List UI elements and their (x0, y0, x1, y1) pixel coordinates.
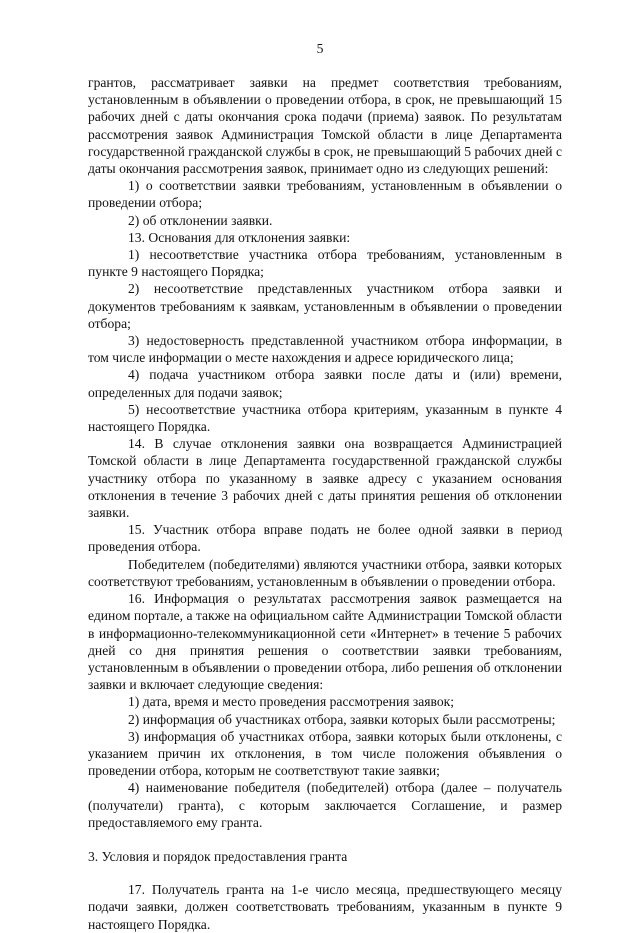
paragraph: 14. В случае отклонения заявки она возвращается Администрацией Томской области в лице Департамента государственной гражданской службы участнику отбора по указанному в заявке адресу с указанием основания отклонения в течение 3 рабочих дней с даты принятия решения об отклонении заявки. (88, 436, 562, 521)
paragraph: 5) несоответствие участника отбора критериям, указанным в пункте 4 настоящего Порядка. (88, 401, 562, 435)
paragraph: 1) дата, время и место проведения рассмотрения заявок; (128, 694, 455, 710)
paragraph: 16. Информация о результатах рассмотрения заявок размещается на едином портале, а также на официальном сайте Администрации Томской области в информационно-телекоммуникационной сети «Интернет» в течение 5 рабочих дней со дня принятия решения о соответствии заявки требованиям, установленным в объявлении о проведении отбора, либо решения об отклонении заявки и включает следующие сведения: (88, 591, 562, 693)
paragraph: Победителем (победителями) являются участники отбора, заявки которых соответствуют требованиям, установленным в объявлении о проведении отбора. (88, 556, 562, 589)
paragraph: 13. Основания для отклонения заявки: (128, 229, 351, 245)
paragraph: 4) наименование победителя (победителей) отбора (далее – получатель (получатели) гранта), с которым заключается Соглашение, и размер предоставляемого ему гранта. (88, 780, 562, 830)
page-number: 5 (316, 41, 324, 56)
paragraph: 2) об отклонении заявки. (128, 212, 273, 228)
paragraph: 4) подача участником отбора заявки после даты и (или) времени, определенных для подачи заявок; (88, 367, 562, 400)
section-2-text (88, 74, 562, 831)
paragraph: 1) несоответствие участника отбора требованиям, установленным в пункте 9 настоящего Порядка; (88, 247, 562, 280)
paragraph: 15. Участник отбора вправе подать не более одной заявки в период проведения отбора. (88, 522, 562, 555)
document-body (88, 74, 562, 933)
paragraph: 2) информация об участниках отбора, заявки которых были рассмотрены; (128, 711, 556, 727)
paragraph: 2) несоответствие представленных участником отбора заявки и документов требованиям к заявкам, установленным в объявлении о проведении отбора; (88, 281, 562, 331)
paragraph: 1) о соответствии заявки требованиям, установленным в объявлении о проведении отбора; (88, 178, 562, 211)
paragraph: 17. Получатель гранта на 1-е число месяца, предшествующего месяцу подачи заявки, должен соответствовать требованиям, указанным в пункте 9 настоящего Порядка. (88, 882, 562, 932)
paragraph: 3) недостоверность представленной участником отбора информации, в том числе информации о месте нахождения и адресе юридического лица; (88, 333, 562, 366)
section-heading: 3. Условия и порядок предоставления гранта (88, 848, 348, 864)
section-3-text (88, 881, 562, 933)
paragraph: грантов, рассматривает заявки на предмет соответствия требованиям, установленным в объявлении о проведении отбора, в срок, не превышающий 15 рабочих дней с даты окончания срока подачи (приема) заявок. По результатам рассмотрения заявок Администрация Томской области в лице Департамента государственной гражданской службы в срок, не превышающий 5 рабочих дней с даты окончания рассмотрения заявок, принимает одно из следующих решений: (88, 75, 562, 177)
paragraph: 3) информация об участниках отбора, заявки которых были отклонены, с указанием причин их отклонения, в том числе положения объявления о проведении отбора, которым не соответствуют такие заявки; (88, 728, 562, 779)
